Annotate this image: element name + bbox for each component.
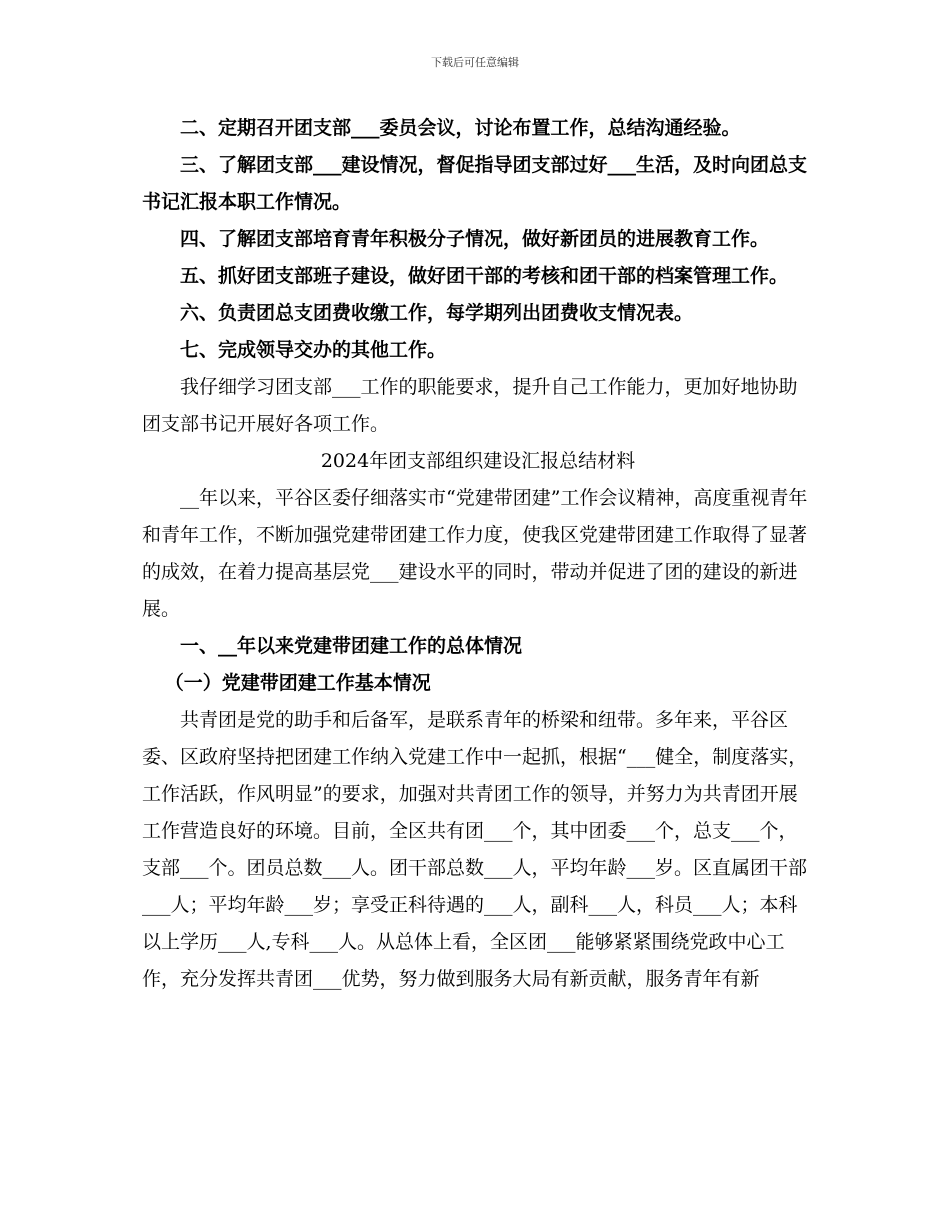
closing-paragraph: 我仔细学习团支部___工作的职能要求，提升自己工作能力，更加好地协助团支部书记开展好各项工作。: [142, 376, 798, 435]
subheading-basic-situation: （一）党建带团建工作基本情况: [164, 672, 431, 694]
section-title: 2024年团支部组织建设汇报总结材料: [320, 450, 636, 472]
duty-item-4: 四、了解团支部培育青年积极分子情况，做好新团员的进展教育工作。: [180, 228, 770, 250]
duty-item-6: 六、负责团总支团费收缴工作，每学期列出团费收支情况表。: [180, 302, 694, 324]
duty-item-2: 二、定期召开团支部___委员会议，讨论布置工作，总结沟通经验。: [180, 117, 741, 139]
duty-item-3: 三、了解团支部___建设情况，督促指导团支部过好___生活，及时向团总支书记汇报本职工作情况。: [142, 154, 808, 213]
body-paragraph: 共青团是党的助手和后备军，是联系青年的桥梁和纽带。多年来，平谷区委、区政府坚持把团建工作纳入党建工作中一起抓，根据“___健全，制度落实，工作活跃，作风明显”的要求，加强对共青团工作的领导，并努力为共青团开展工作营造良好的环境。目前，全区共有团___个，其中团委___个，总支___个，支部___个。团员总数___人。团干部总数___人，平均年龄___岁。区直属团干部___人；平均年龄___岁；享受正科待遇的___人，副科___人，科员___人；本科以上学历___人,专科___人。从总体上看，全区团___能够紧紧围绕党政中心工作，充分发挥共青团___优势，努力做到服务大局有新贡献，服务青年有新: [142, 709, 808, 990]
duty-item-5: 五、抓好团支部班子建设，做好团干部的考核和团干部的档案管理工作。: [180, 265, 789, 287]
heading-overall-situation: 一、__年以来党建带团建工作的总体情况: [180, 635, 523, 657]
page-header: 下载后可任意编辑: [431, 56, 519, 69]
duty-item-7: 七、完成领导交办的其他工作。: [180, 339, 447, 361]
document-body: [142, 110, 814, 998]
intro-paragraph: __年以来，平谷区委仔细落实市“党建带团建”工作会议精神，高度重视青年和青年工作，不断加强党建带团建工作力度，使我区党建带团建工作取得了显著的成效，在着力提高基层党___建设水平的同时，带动并促进了团的建设的新进展。: [142, 487, 808, 620]
